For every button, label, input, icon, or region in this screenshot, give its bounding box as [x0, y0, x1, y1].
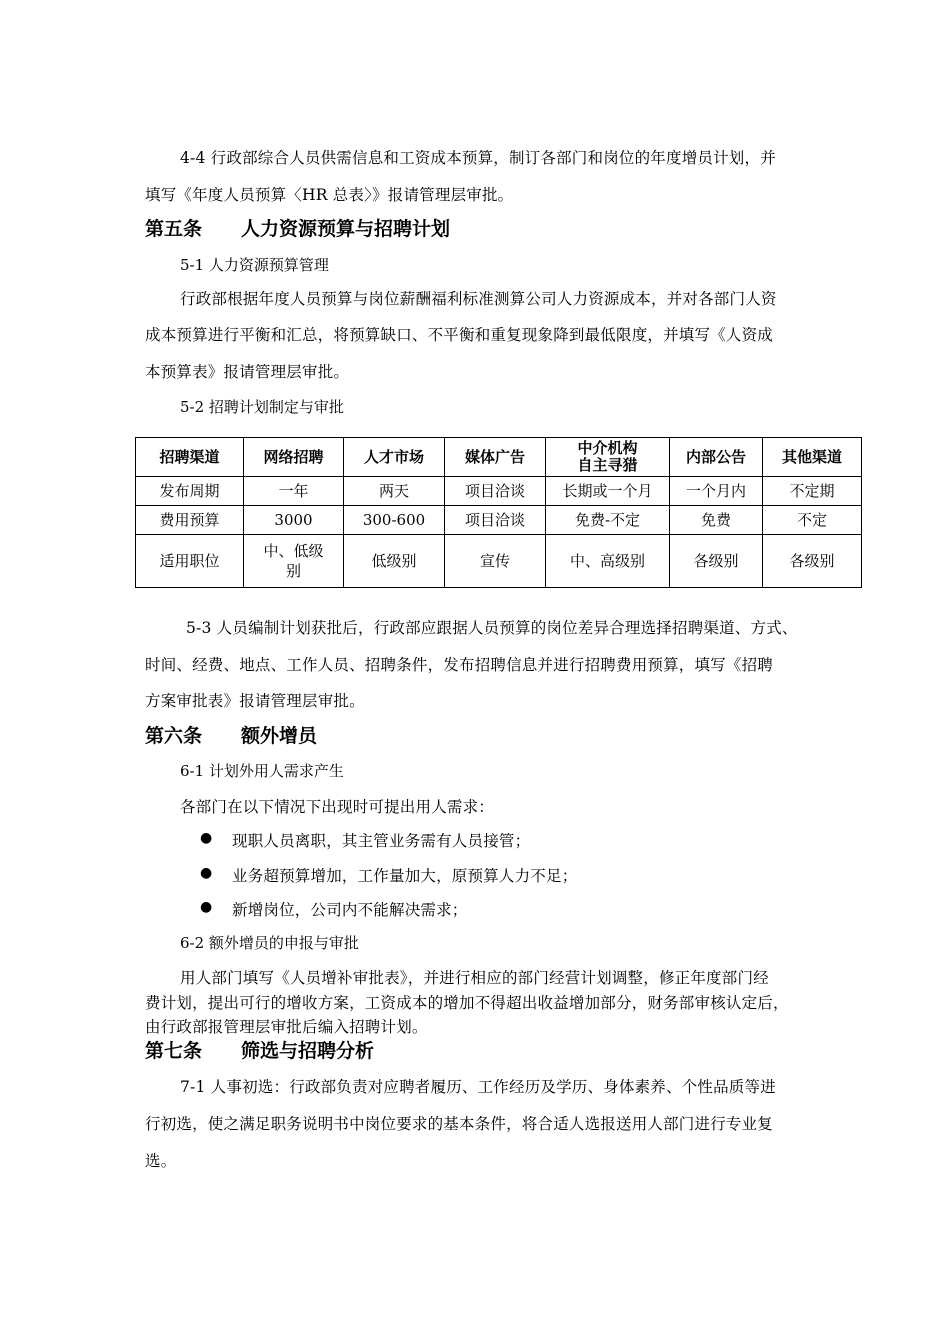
- bullet-dot: ●: [200, 865, 213, 881]
- table-cell: 免费-不定: [546, 506, 670, 535]
- paragraph-5-3-line-3: 方案审批表》报请管理层审批。: [145, 692, 365, 710]
- table-cell: 发布周期: [136, 477, 244, 506]
- section-6-heading: [145, 721, 317, 748]
- table-cell: 宣传: [445, 535, 546, 588]
- subsection-5-2: 5-2 招聘计划制定与审批: [180, 398, 344, 416]
- table-header-cell-agency: [546, 438, 670, 477]
- section-7-heading: [145, 1036, 374, 1063]
- subsection-6-1: 6-1 计划外用人需求产生: [180, 762, 344, 780]
- table-cell: 项目洽谈: [445, 477, 546, 506]
- table-cell: 一年: [244, 477, 344, 506]
- paragraph-4-4-line-1: 4-4 行政部综合人员供需信息和工资成本预算，制订各部门和岗位的年度增员计划，并: [180, 149, 776, 167]
- section-5-title: 人力资源预算与招聘计划: [241, 218, 451, 240]
- subsection-6-2: 6-2 额外增员的申报与审批: [180, 934, 359, 952]
- table-cell: 各级别: [763, 535, 862, 588]
- table-header-cell: 人才市场: [344, 438, 445, 477]
- section-7-title: 筛选与招聘分析: [241, 1040, 375, 1062]
- bullet-item-3: 新增岗位，公司内不能解决需求；: [232, 901, 468, 919]
- paragraph-5-3-line-1: 5-3 人员编制计划获批后，行政部应跟据人员预算的岗位差异合理选择招聘渠道、方式、: [186, 619, 798, 637]
- table-cell: 一个月内: [670, 477, 763, 506]
- bullet-item-2: 业务超预算增加，工作量加大，原预算人力不足；: [232, 867, 578, 885]
- table-cell: 中、高级别: [546, 535, 670, 588]
- paragraph-4-4-line-2: 填写《年度人员预算〈HR 总表〉》报请管理层审批。: [145, 186, 514, 204]
- table-header-cell: 网络招聘: [244, 438, 344, 477]
- table-header-row: [136, 438, 862, 477]
- paragraph-6-1-intro: 各部门在以下情况下出现时可提出用人需求：: [180, 798, 495, 816]
- section-7-number: 第七条: [145, 1040, 203, 1062]
- table-cell: 各级别: [670, 535, 763, 588]
- paragraph-5-1-line-3: 本预算表》报请管理层审批。: [145, 363, 350, 381]
- paragraph-5-1-line-2: 成本预算进行平衡和汇总，将预算缺口、不平衡和重复现象降到最低限度，并填写《人资成: [145, 326, 774, 344]
- paragraph-5-1-line-1: 行政部根据年度人员预算与岗位薪酬福利标准测算公司人力资源成本，并对各部门人资: [180, 290, 777, 308]
- table-cell: 费用预算: [136, 506, 244, 535]
- table-header-cell: 招聘渠道: [136, 438, 244, 477]
- section-6-number: 第六条: [145, 725, 203, 747]
- table-cell: 不定: [763, 506, 862, 535]
- table-row: [136, 506, 862, 535]
- recruitment-channel-table: [135, 437, 862, 588]
- table-row: [136, 477, 862, 506]
- table-cell: 免费: [670, 506, 763, 535]
- cell-line-1: 中、低级: [263, 542, 324, 560]
- section-5-number: 第五条: [145, 218, 203, 240]
- table-cell: 300-600: [344, 506, 445, 535]
- table-row: [136, 535, 862, 588]
- section-5-heading: [145, 214, 450, 241]
- paragraph-6-2-line-3: 由行政部报管理层审批后编入招聘计划。: [145, 1018, 428, 1036]
- bullet-dot: ●: [200, 899, 213, 915]
- table-cell: 不定期: [763, 477, 862, 506]
- table-cell: 两天: [344, 477, 445, 506]
- paragraph-7-1-line-2: 行初选，使之满足职务说明书中岗位要求的基本条件，将合适人选报送用人部门进行专业复: [145, 1115, 774, 1133]
- paragraph-6-2-line-1: 用人部门填写《人员增补审批表》，并进行相应的部门经营计划调整，修正年度部门经: [180, 969, 769, 987]
- paragraph-6-2-line-2: 费计划，提出可行的增收方案，工资成本的增加不得超出收益增加部分，财务部审核认定后，: [145, 994, 789, 1012]
- table-cell: 长期或一个月: [546, 477, 670, 506]
- table-cell: 低级别: [344, 535, 445, 588]
- bullet-item-1: 现职人员离职，其主管业务需有人员接管；: [232, 832, 531, 850]
- table-cell: 适用职位: [136, 535, 244, 588]
- table-header-cell: 其他渠道: [763, 438, 862, 477]
- section-6-title: 额外增员: [241, 725, 318, 747]
- paragraph-5-3-line-2: 时间、经费、地点、工作人员、招聘条件，发布招聘信息并进行招聘费用预算，填写《招聘: [145, 656, 774, 674]
- table-header-cell: 媒体广告: [445, 438, 546, 477]
- table-cell: 3000: [244, 506, 344, 535]
- cell-line-2: 别: [285, 562, 301, 580]
- agency-header-line-1: 中介机构: [577, 439, 638, 457]
- paragraph-7-1-line-3: 选。: [145, 1152, 177, 1170]
- subsection-5-1: 5-1 人力资源预算管理: [180, 256, 329, 274]
- paragraph-7-1-line-1: 7-1 人事初选：行政部负责对应聘者履历、工作经历及学历、身体素养、个性品质等进: [180, 1078, 776, 1096]
- table-cell-two-line: [244, 535, 344, 588]
- table-cell: 项目洽谈: [445, 506, 546, 535]
- agency-header-line-2: 自主寻猎: [577, 456, 638, 474]
- table-header-cell: 内部公告: [670, 438, 763, 477]
- bullet-dot: ●: [200, 830, 213, 846]
